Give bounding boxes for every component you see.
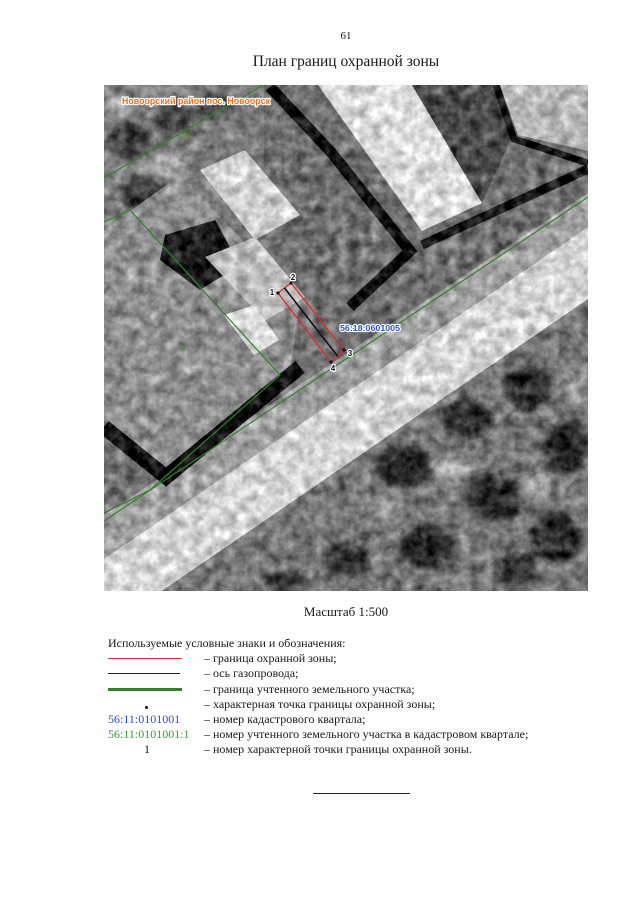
legend-symbol [108,682,204,697]
legend-description: – ось газопровода; [204,666,299,681]
legend [108,636,578,758]
legend-symbol [108,712,204,727]
tree-canopy [466,473,526,521]
parcel-number-label: 4 [181,344,186,353]
aerial-map [104,85,588,591]
light-patch [148,155,184,179]
point-number-label: 3 [347,349,353,358]
tree-canopy [324,541,368,577]
legend-item [108,742,578,757]
tree-canopy [107,122,151,158]
quarter-number-sample: 56:11:0101001 [108,711,181,726]
legend-symbol [108,651,204,666]
tree-canopy [530,513,582,561]
legend-item [108,712,578,727]
tree-canopy [398,525,454,569]
thick-green-line-icon [108,688,182,691]
point-number-label: 4 [330,364,336,373]
legend-description: – граница охранной зоны; [204,651,337,666]
red-line-icon [108,658,182,659]
legend-item [108,682,578,697]
quarter-number-label: 56:18:0601005 [340,324,401,333]
legend-description: – граница учтенного земельного участка; [204,681,415,696]
light-patch [370,495,402,519]
page-number: 61 [340,30,352,42]
legend-item [108,727,578,742]
boundary-point-marker [342,348,345,351]
legend-item [108,697,578,712]
legend-description: – номер характерной точки границы охранной зоны. [204,742,472,757]
signature-line [313,793,410,794]
parcel-number-sample: 56:11:0101001:1 [108,727,190,742]
light-patch [432,457,468,485]
district-label: Новоорский район пос. Новоорск [122,96,271,106]
legend-symbol [108,742,204,757]
tree-canopy [496,553,536,585]
tree-canopy [504,365,552,409]
point-number-sample: 1 [144,742,150,757]
page-title: План границ охранной зоны [252,53,440,70]
light-patch [520,475,552,499]
legend-item [108,651,578,666]
legend-symbol [108,697,204,712]
legend-symbol [108,727,204,742]
legend-description: – номер учтенного земельного участка в кадастровом квартале; [204,727,529,742]
light-patch [562,371,586,399]
legend-item [108,666,578,681]
legend-description: – характерная точка границы охранной зоны; [204,696,436,711]
point-number-label: 2 [290,273,296,282]
aerial-photo [104,85,588,591]
tree-canopy [440,399,492,439]
boundary-plan-map [104,85,588,591]
legend-symbol [108,666,204,681]
point-dot-icon [145,706,148,709]
legend-heading: Используемые условные знаки и обозначения: [108,636,346,650]
map-scale: Масштаб 1:500 [303,604,389,619]
parcel-number-label: 46 [181,132,190,141]
legend-description: – номер кадастрового квартала; [204,711,366,726]
point-number-label: 1 [269,288,275,297]
tree-canopy [544,421,588,473]
tree-canopy [376,445,432,489]
boundary-point-marker [276,291,279,294]
black-line-icon [108,673,180,674]
